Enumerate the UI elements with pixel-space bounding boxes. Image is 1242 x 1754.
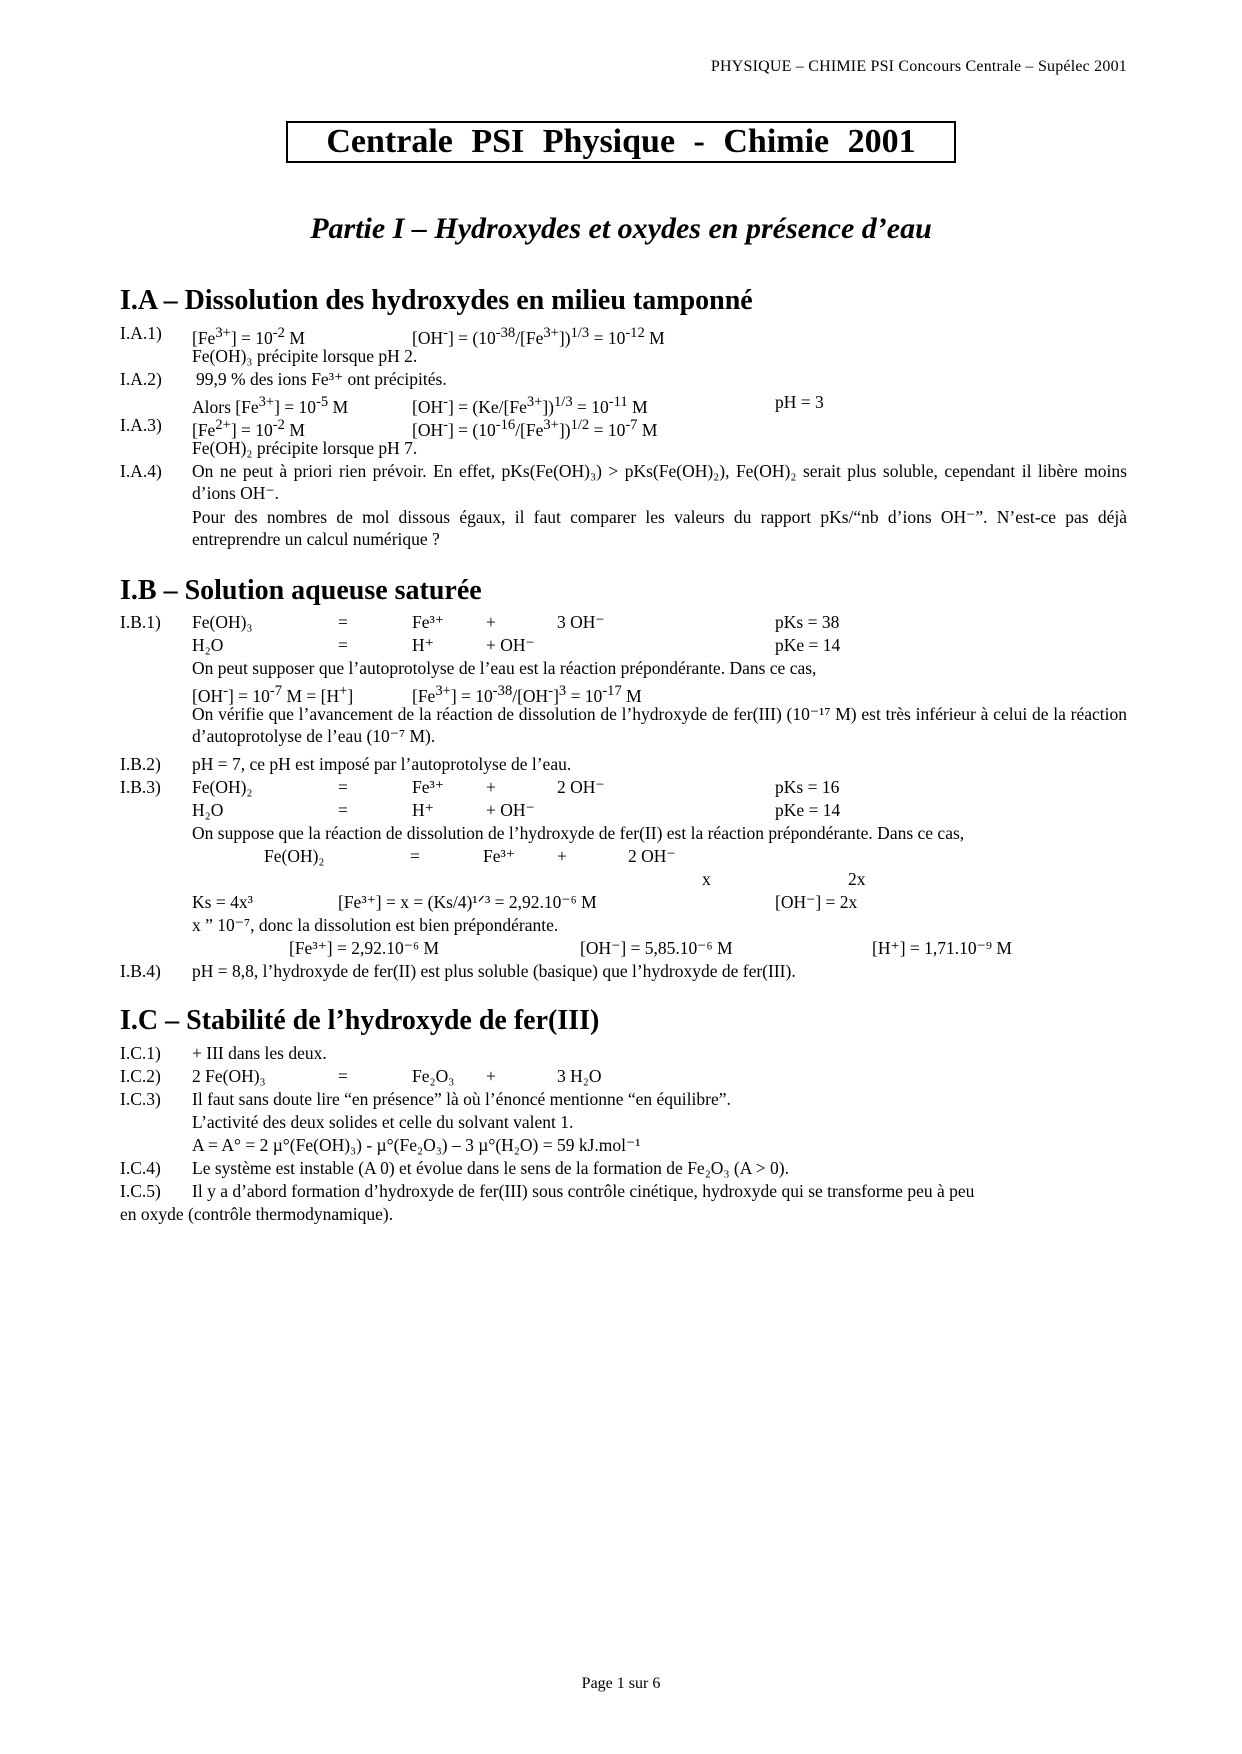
eq-ib3-2x: 2x xyxy=(848,869,866,889)
eq-ib3-oh-conc: [OH⁻] = 2x xyxy=(775,892,858,912)
label-ic1: I.C.1) xyxy=(120,1043,161,1063)
eq-ib1-pke: pKe = 14 xyxy=(775,635,841,655)
label-ia4: I.A.4) xyxy=(120,461,162,481)
eq-ib3-balance-equals: = xyxy=(410,846,420,866)
eq-ib3-equals: = xyxy=(338,777,348,797)
text-ic3-c: A = A° = 2 µ°(Fe(OH)₃) - µ°(Fe₂O₃) – 3 µ°(H₂O) = 59 kJ.mol⁻¹ xyxy=(192,1135,641,1155)
eq-ic2-plus: + xyxy=(486,1066,496,1086)
eq-ib1-water-equals: = xyxy=(338,635,348,655)
eq-ib1-water-oh: + OH⁻ xyxy=(486,635,535,655)
section-heading-b: I.B – Solution aqueuse saturée xyxy=(120,575,482,606)
eq-ib3-h: H⁺ xyxy=(412,800,434,820)
label-ic5: I.C.5) xyxy=(120,1181,161,1201)
eq-ib3-pks: pKs = 16 xyxy=(775,777,840,797)
eq-ib1-fe: Fe³⁺ xyxy=(412,612,444,632)
eq-ia1-oh: $[OH^-] = (10^{-38}/[Fe^{3+}])^{1/3} = 10^{-12}$ M xyxy=(412,325,665,348)
text-ia4-p1: On ne peut à priori rien prévoir. En effet, pKs(Fe(OH)₃) > pKs(Fe(OH)₂), Fe(OH)₂ serait plus soluble, cependant il libère moins d’ions OH⁻. xyxy=(192,461,1127,503)
eq-ib1-water: H₂O xyxy=(192,635,224,655)
eq-ib3-pke: pKe = 14 xyxy=(775,800,841,820)
text-ib1-p1: On peut supposer que l’autoprotolyse de l’eau est la réaction prépondérante. Dans ce cas, xyxy=(192,658,817,678)
label-ia2: I.A.2) xyxy=(120,369,162,389)
text-ib3-check: x ” 10⁻⁷, donc la dissolution est bien prépondérante. xyxy=(192,915,559,935)
eq-ib3-result-oh: [OH⁻] = 5,85.10⁻⁶ M xyxy=(580,938,733,958)
eq-ib3-x: x xyxy=(702,869,711,889)
eq-ib3-water-equals: = xyxy=(338,800,348,820)
eq-ib3-balance-oh: 2 OH⁻ xyxy=(628,846,676,866)
label-ia1: I.A.1) xyxy=(120,323,162,343)
part-title: Partie I – Hydroxydes et oxydes en présence d’eau xyxy=(310,212,932,245)
eq-ib3-result-fe: [Fe³⁺] = 2,92.10⁻⁶ M xyxy=(289,938,440,958)
text-ic5-a: Il y a d’abord formation d’hydroxyde de fer(III) sous contrôle cinétique, hydroxyde qui se transforme peu à peu xyxy=(192,1181,975,1201)
text-ia3-prec: Fe(OH)₂ précipite lorsque pH 7. xyxy=(192,438,418,458)
page-footer: Page 1 sur 6 xyxy=(581,1675,661,1692)
label-ib3: I.B.3) xyxy=(120,777,161,797)
eq-ia3-fe: $[Fe^{2+}] = 10^{-2}$ M xyxy=(192,417,305,440)
text-ia2: 99,9 % des ions Fe³⁺ ont précipités. xyxy=(196,369,447,389)
running-header: PHYSIQUE – CHIMIE PSI Concours Centrale – Supélec 2001 xyxy=(710,58,1127,75)
eq-ib1-oh: 3 OH⁻ xyxy=(557,612,605,632)
text-ib2: pH = 7, ce pH est imposé par l’autoprotolyse de l’eau. xyxy=(192,754,572,774)
text-ia2-ph: pH = 3 xyxy=(775,392,824,412)
eq-ib3-fe: Fe³⁺ xyxy=(412,777,444,797)
eq-ic2-water: 3 H₂O xyxy=(557,1066,602,1086)
text-ib3-p1: On suppose que la réaction de dissolution de l’hydroxyde de fer(II) est la réaction prépondérante. Dans ce cas, xyxy=(192,823,965,843)
page-title: Centrale PSI Physique - Chimie 2001 xyxy=(286,121,956,163)
eq-ic2-equals: = xyxy=(338,1066,348,1086)
eq-ic2-oxide: Fe₂O₃ xyxy=(412,1066,455,1086)
text-ia1-prec: Fe(OH)₃ précipite lorsque pH 2. xyxy=(192,346,418,366)
label-ic2: I.C.2) xyxy=(120,1066,161,1086)
eq-ib1-pks: pKs = 38 xyxy=(775,612,840,632)
eq-ib3-balance-plus: + xyxy=(557,846,567,866)
eq-ib3-reactant: Fe(OH)₂ xyxy=(192,777,253,797)
text-ic5-b: en oxyde (contrôle thermodynamique). xyxy=(120,1204,394,1224)
eq-ib3-ks: Ks = 4x³ xyxy=(192,892,253,912)
section-heading-c: I.C – Stabilité de l’hydroxyde de fer(III) xyxy=(120,1005,600,1036)
eq-ib3-water-oh: + OH⁻ xyxy=(486,800,535,820)
label-ib2: I.B.2) xyxy=(120,754,161,774)
label-ic3: I.C.3) xyxy=(120,1089,161,1109)
eq-ia3-oh: $[OH^-] = (10^{-16}/[Fe^{3+}])^{1/2} = 10^{-7}$ M xyxy=(412,417,658,440)
eq-ib1-fe-conc: $[Fe^{3+}] = 10^{-38}/[OH^-]^3 = 10^{-17}$ M xyxy=(412,683,642,706)
eq-ic2-reactant: 2 Fe(OH)₃ xyxy=(192,1066,266,1086)
eq-ia2-oh: $[OH^-] = (Ke/[Fe^{3+}])^{1/3} = 10^{-11}$ M xyxy=(412,394,648,417)
eq-ib3-water: H₂O xyxy=(192,800,224,820)
text-ic1: + III dans les deux. xyxy=(192,1043,327,1063)
label-ib4: I.B.4) xyxy=(120,961,161,981)
eq-ib1-reactant: Fe(OH)₃ xyxy=(192,612,253,632)
text-ib1-p3: On vérifie que l’avancement de la réaction de dissolution de l’hydroxyde de fer(III) (10⁻¹⁷ M) est très inférieur à celui de la réaction d’autoprotolyse de l’eau (10⁻⁷ M). xyxy=(192,704,1127,746)
eq-ib1-conc: $[OH^-] = 10^{-7}$ M = [H+] xyxy=(192,683,354,706)
eq-ib3-plus: + xyxy=(486,777,496,797)
eq-ib3-balance-reactant: Fe(OH)₂ xyxy=(264,846,325,866)
eq-ia1-fe: $[Fe^{3+}] = 10^{-2}$ M xyxy=(192,325,305,348)
eq-ib3-balance-fe: Fe³⁺ xyxy=(483,846,515,866)
text-ic3-b: L’activité des deux solides et celle du solvant valent 1. xyxy=(192,1112,574,1132)
text-ic3-a: Il faut sans doute lire “en présence” là où l’énoncé mentionne “en équilibre”. xyxy=(192,1089,731,1109)
label-ic4: I.C.4) xyxy=(120,1158,161,1178)
eq-ib1-equals: = xyxy=(338,612,348,632)
text-ic4: Le système est instable (A 0) et évolue dans le sens de la formation de Fe₂O₃ (A > 0). xyxy=(192,1158,789,1178)
section-heading-a: I.A – Dissolution des hydroxydes en milieu tamponné xyxy=(120,285,753,316)
eq-ib3-fe-conc: [Fe³⁺] = x = (Ks/4)¹ᐟ³ = 2,92.10⁻⁶ M xyxy=(338,892,597,912)
text-ib4: pH = 8,8, l’hydroxyde de fer(II) est plus soluble (basique) que l’hydroxyde de fer(III). xyxy=(192,961,796,981)
label-ia3: I.A.3) xyxy=(120,415,162,435)
eq-ib1-h: H⁺ xyxy=(412,635,434,655)
label-ib1: I.B.1) xyxy=(120,612,161,632)
text-ia4-p2: Pour des nombres de mol dissous égaux, il faut comparer les valeurs du rapport pKs/“nb d’ions OH⁻”. N’est-ce pas déjà entreprendre un calcul numérique ? xyxy=(192,507,1127,549)
eq-ia2-fe: Alors $[Fe^{3+}] = 10^{-5}$ M xyxy=(192,394,349,417)
eq-ib3-result-h: [H⁺] = 1,71.10⁻⁹ M xyxy=(872,938,1012,958)
eq-ib3-oh: 2 OH⁻ xyxy=(557,777,605,797)
eq-ib1-plus: + xyxy=(486,612,496,632)
